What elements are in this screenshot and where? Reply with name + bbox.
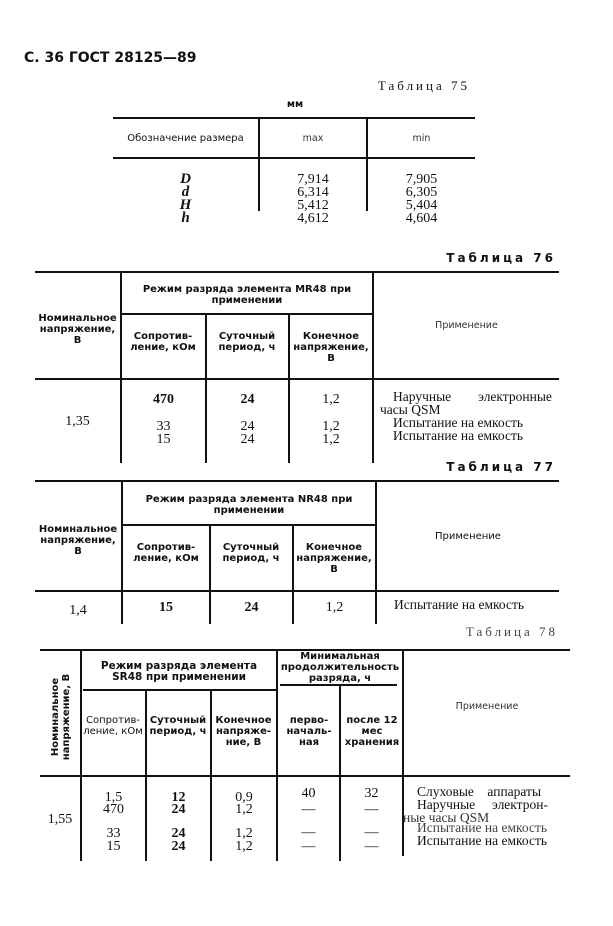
table75-title: Таблица 75: [377, 78, 470, 93]
table78-after: 32: [364, 786, 379, 801]
table75-header-max: max: [302, 133, 324, 144]
table75-symbol: D: [180, 171, 191, 187]
table76-header-application: Применение: [435, 320, 498, 331]
table75-min: 7,905: [405, 172, 438, 187]
table76-header-period: Суточный период, ч: [218, 331, 276, 353]
table76-resistance: 470: [153, 392, 174, 407]
table78-after: —: [364, 802, 379, 817]
table77-resistance: 15: [159, 600, 173, 615]
table75-max-values: [260, 173, 366, 225]
table76-final: 1,2: [322, 432, 340, 447]
table76-header-final-voltage: Конечное напряжение, В: [293, 331, 369, 364]
table78-resistance: 1,5: [104, 790, 123, 805]
table77-title: Таблица 77: [446, 460, 556, 474]
table76-application-cont: часы QSM: [380, 402, 441, 417]
table78-application: Слуховые аппараты: [417, 784, 542, 799]
table76-header-nominal: Номинальное напряжение, В: [38, 313, 117, 346]
table76-resistance: 15: [156, 432, 171, 447]
table76-application: Наручные электронные: [393, 389, 552, 404]
table76-title: Таблица 76: [446, 251, 556, 265]
table75-min-values: [368, 173, 475, 225]
table78-resistance: 15: [106, 839, 121, 854]
table75-min: 4,604: [405, 211, 438, 226]
table78-header-resistance: Сопротив-ление, кОм: [83, 715, 143, 737]
table78-group-header: Режим разряда элемента SR48 при применении: [100, 660, 258, 683]
table77-header-final-voltage: Конечное напряжение, В: [296, 542, 372, 575]
table76-group-header: Режим разряда элемента MR48 при применении: [142, 284, 352, 306]
table75-symbol: h: [181, 210, 190, 226]
table76-period: 24: [240, 432, 255, 447]
table78-header-period: Суточный период, ч: [149, 715, 207, 737]
table76-nominal: 1,35: [65, 414, 90, 429]
table78-period: 12: [171, 790, 186, 805]
table76-final: 1,2: [322, 419, 340, 434]
table78-after: —: [364, 825, 379, 840]
table77-header-nominal: Номинальное напряжение, В: [38, 524, 118, 557]
table78-header-nominal: Номинальное напряжение, В: [50, 673, 72, 761]
table77-header-period: Суточный период, ч: [222, 542, 280, 564]
table78-header-application: Применение: [455, 701, 519, 712]
table77-header-resistance: Сопротив-ление, кОм: [133, 542, 199, 564]
table75-max: 6,314: [297, 185, 329, 200]
table78-application: Наручные электрон-: [417, 797, 548, 812]
table76-final: 1,2: [322, 392, 340, 407]
table78-initial: —: [301, 839, 316, 854]
table78-header-after-storage: после 12 мес хранения: [344, 715, 400, 748]
table77-nominal: 1,4: [69, 603, 87, 618]
table78-final: 1,2: [235, 802, 253, 817]
table78-application: Испытание на емкость: [417, 833, 548, 848]
page-header: С. 36 ГОСТ 28125—89: [24, 50, 197, 66]
table75-symbols: [113, 173, 258, 225]
table75-max: 4,612: [297, 211, 329, 226]
table78-group-header-duration: Минимальная продолжительность разряда, ч: [280, 651, 400, 684]
table78-period: 24: [171, 826, 186, 841]
table76-application: Испытание на емкость: [393, 415, 524, 430]
table75-header-min: min: [412, 133, 431, 144]
table76-period: 24: [240, 419, 255, 434]
table78-resistance: 470: [103, 802, 124, 817]
table78-nominal: 1,55: [47, 812, 73, 827]
table75-symbol: d: [181, 184, 190, 200]
table76-header-resistance: Сопротив-ление, кОм: [130, 331, 196, 353]
table78-initial: —: [301, 802, 316, 817]
table75-max: 7,914: [297, 172, 329, 187]
table75-min: 5,404: [405, 198, 438, 213]
table78-after: —: [364, 839, 379, 854]
table75-unit: мм: [286, 99, 304, 110]
table76-resistance: 33: [156, 419, 171, 434]
table77-group-header: Режим разряда элемента NR48 при применении: [145, 494, 353, 516]
table76-period: 24: [240, 392, 255, 407]
table77-period: 24: [244, 600, 259, 615]
table78-application: Испытание на емкость: [417, 820, 548, 835]
table75-min: 6,305: [405, 185, 438, 200]
table78-initial: 40: [301, 786, 316, 801]
table78-resistance: 33: [106, 826, 121, 841]
table78-final: 0,9: [235, 790, 253, 805]
table77-final: 1,2: [325, 600, 344, 615]
table78-period: 24: [171, 802, 186, 817]
table78-application-cont: ные часы QSM: [403, 810, 490, 825]
table75-symbol: H: [179, 197, 192, 213]
table78-final: 1,2: [235, 826, 253, 841]
table77-application: Испытание на емкость: [394, 597, 525, 612]
table78-header-final-voltage: Конечное напряже-ние, В: [215, 715, 272, 748]
table78-period: 24: [171, 839, 186, 854]
table77-header-application: Применение: [435, 531, 501, 542]
table78-final: 1,2: [235, 839, 253, 854]
table75-header-designation: Обозначение размера: [127, 133, 244, 144]
table75-max: 5,412: [297, 198, 329, 213]
table76-application: Испытание на емкость: [393, 428, 524, 443]
table78-header-initial: перво-началь-ная: [286, 715, 332, 748]
table78-title: Таблица 78: [465, 624, 558, 639]
table78-initial: —: [301, 825, 316, 840]
